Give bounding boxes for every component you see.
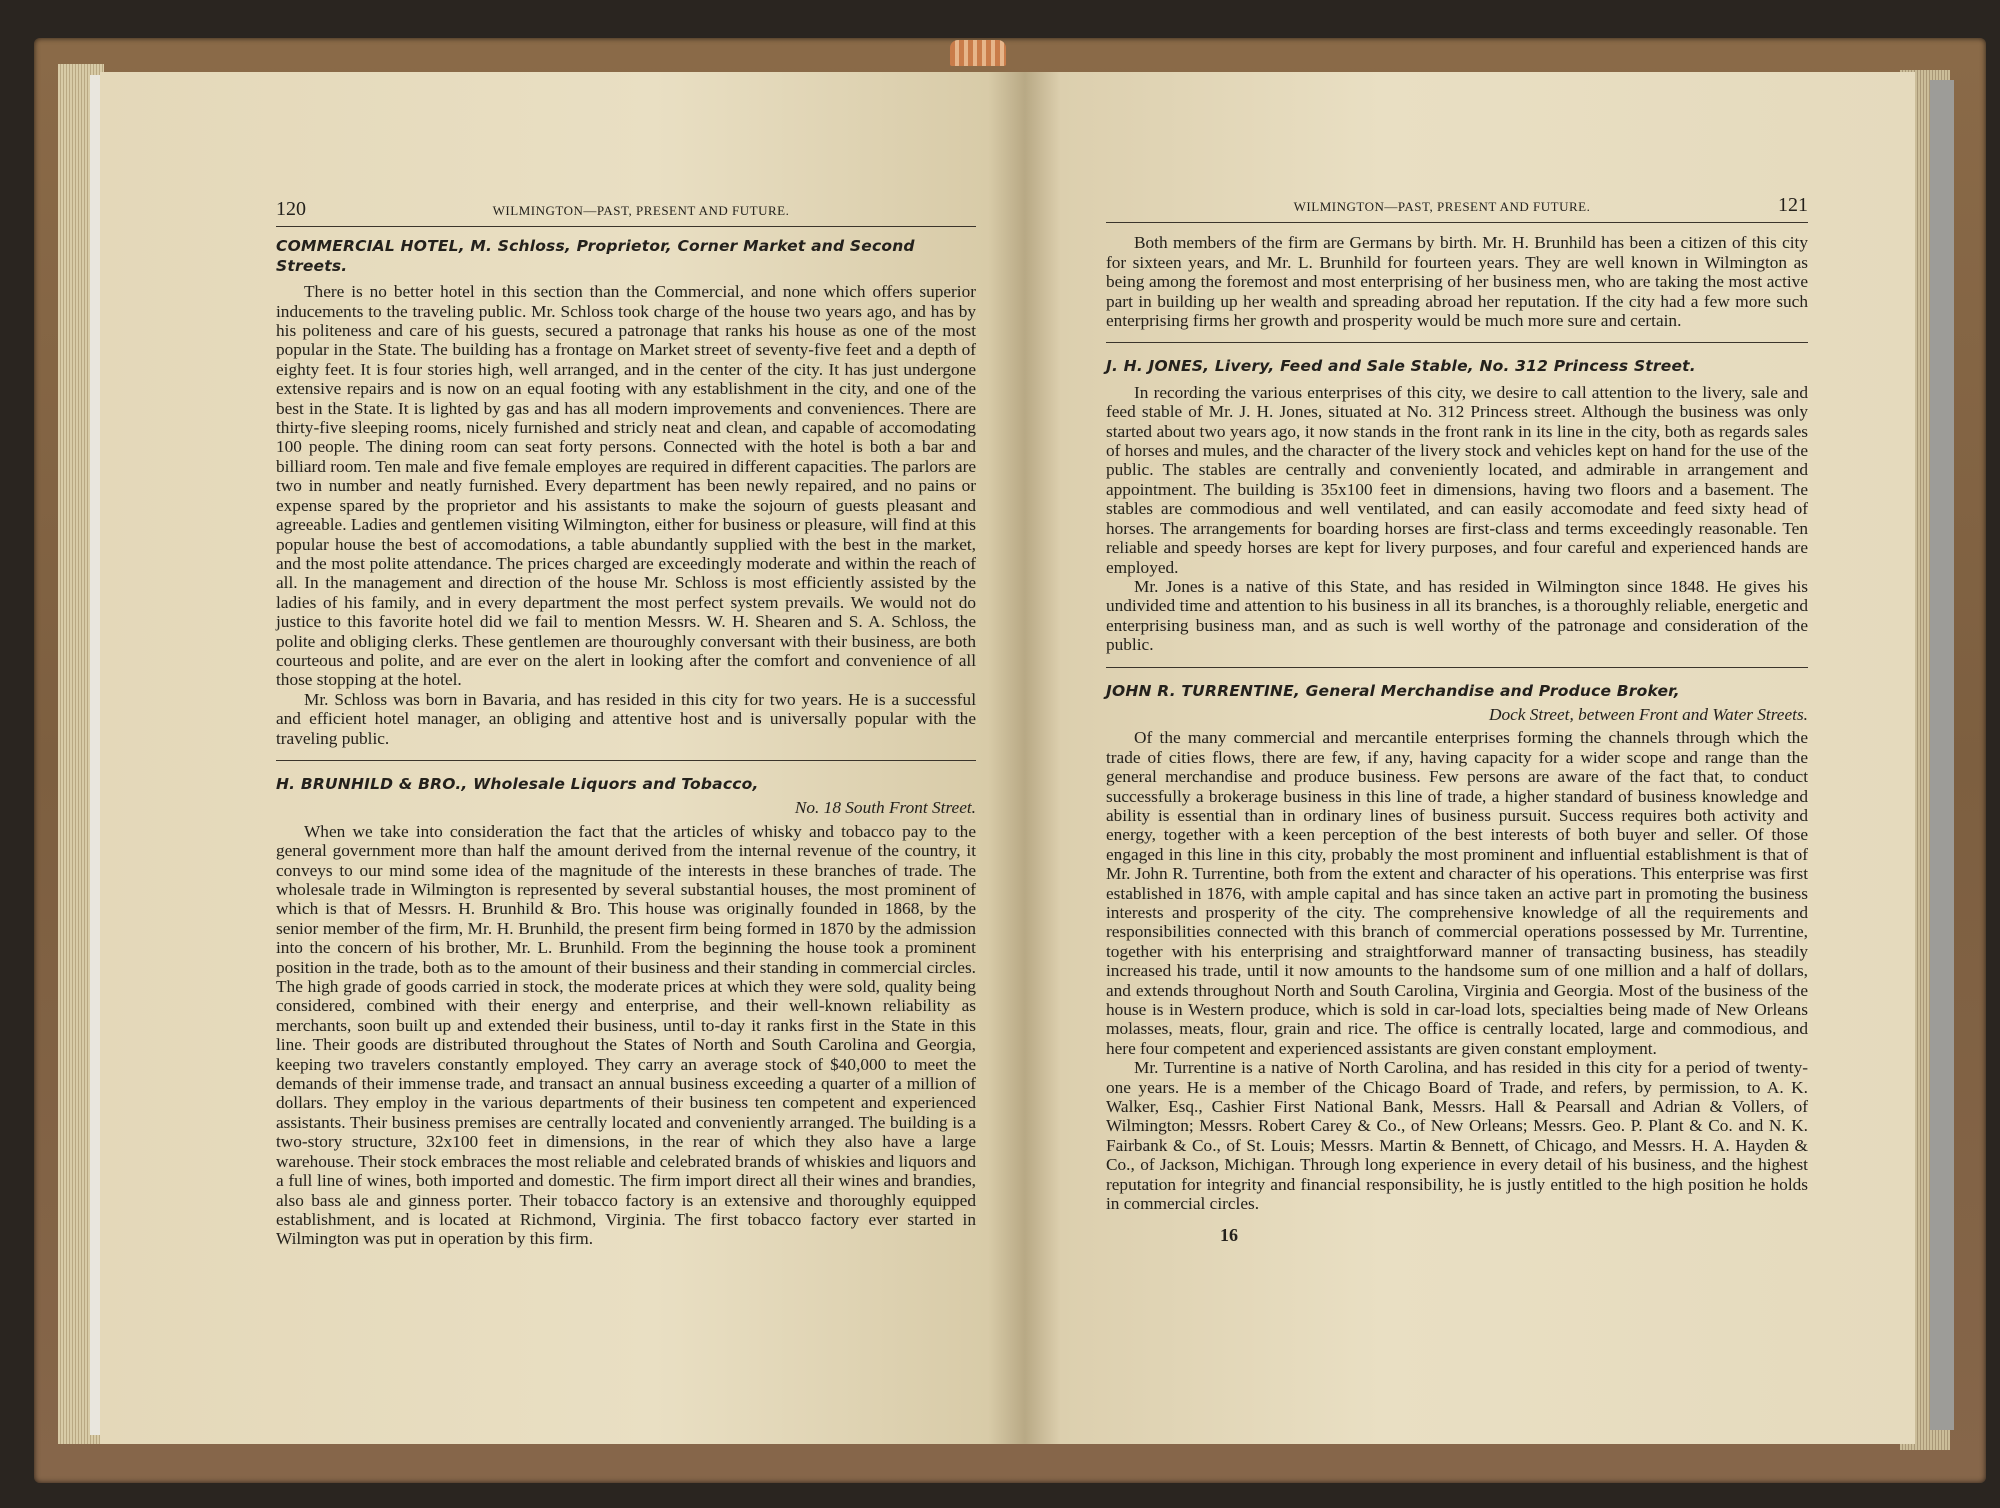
page-number: 120 — [276, 198, 306, 220]
section-divider — [1106, 667, 1808, 668]
article-address: No. 18 South Front Street. — [794, 798, 976, 818]
running-title: WILMINGTON—PAST, PRESENT AND FUTURE. — [492, 203, 790, 218]
page-number: 121 — [1778, 194, 1808, 216]
signature-mark: 16 — [1220, 1224, 1238, 1245]
right-page — [1025, 72, 1915, 1444]
right-page-content — [1106, 196, 1808, 1245]
article-heading-turrentine: JOHN R. TURRENTINE, General Merchandise and Produce Broker, — [1106, 681, 1680, 700]
article-paragraph: In recording the various enterprises of this city, we desire to call attention to the livery, sale and feed stable of Mr. J. H. Jones, situated at No. 312 Princess street. Although the business was only started about two years ago, it now stands in the front rank in its line in the city, both as regards sales of horses and mules, and the character of the livery stock and vehicles kept on hand for the use of the public. The stables are centrally and conveniently located, and admirable in arrangement and appointment. The building is 35x100 feet in dimensions, having two floors and a basement. The stables are commodious and well ventilated, and can easily accomodate and feed sixty head of horses. The arrangements for boarding horses are first-class and terms exceedingly reasonable. Ten reliable and speedy horses are kept for livery purposes, and four careful and experienced hands are employed. — [1106, 382, 1808, 577]
left-page — [100, 72, 1025, 1444]
article-heading-commercial-hotel: COMMERCIAL HOTEL, M. Schloss, Proprietor, Corner Market and Second Streets. — [276, 237, 915, 275]
article-heading-jones: J. H. JONES, Livery, Feed and Sale Stable, No. 312 Princess Street. — [1106, 357, 1696, 376]
article-paragraph: Of the many commercial and mercantile enterprises forming the channels through which the trade of cities flows, there are few, if any, having capacity for a wider scope and range than the general merchandise and produce business. Few persons are aware of the fact that, to conduct successfully a brokerage business in this line of trade, a higher standard of business knowledge and ability is essential than in ordinary lines of business pursuit. Success requires both activity and energy, together with a keen perception of the best interests of both buyer and seller. Of those engaged in this line in this city, probably the most prominent and influential establishment is that of Mr. John R. Turrentine, both from the extent and character of his operations. This enterprise was first established in 1876, with ample capital and has since taken an active part in promoting the business interests and prosperity of the city. The comprehensive knowledge of all the requirements and responsibilities connected with this branch of commercial operations possessed by Mr. Turrentine, together with his enterprising and straightforward manner of transacting business, has steadily increased his trade, until it now amounts to the handsome sum of one million and a half of dollars, and extends throughout North and South Carolina, Virginia and Georgia. Most of the business of the house is in Western produce, which is sold in car-load lots, specialties being made of New Orleans molasses, meats, flour, grain and rice. The office is centrally located, large and commodious, and here four competent and experienced assistants are given constant employment. — [1106, 728, 1808, 1058]
running-header — [1106, 196, 1808, 223]
spine-headband — [950, 40, 1006, 66]
running-header — [276, 200, 976, 227]
article-address: Dock Street, between Front and Water Streets. — [1489, 704, 1808, 724]
article-heading-brunhild: H. BRUNHILD & BRO., Wholesale Liquors and Tobacco, — [276, 774, 759, 793]
article-paragraph: When we take into consideration the fact that the articles of whisky and tobacco pay to the general government more than half the amount derived from the internal revenue of the country, it conveys to our mind some idea of the magnitude of the interests in these branches of trade. The wholesale trade in Wilmington is represented by several substantial houses, the most prominent of which is that of Messrs. H. Brunhild & Bro. This house was originally founded in 1868, by the senior member of the firm, Mr. H. Brunhild, the present firm being formed in 1870 by the admission into the concern of his brother, Mr. L. Brunhild. From the beginning the house took a prominent position in the trade, both as to the amount of their business and their standing in commercial circles. The high grade of goods carried in stock, the moderate prices at which they were sold, quality being considered, combined with their energy and enterprise, and their well-known reliability as merchants, soon built up and extended their business, until to-day it ranks first in the State in this line. Their goods are distributed throughout the States of North and South Carolina and Georgia, keeping two travelers constantly employed. They carry an average stock of $40,000 to meet the demands of their immense trade, and transact an annual business exceeding a quarter of a million of dollars. They employ in the various departments of their business ten competent and experienced assistants. Their business premises are centrally located and conveniently arranged. The building is a two-story structure, 32x100 feet in dimensions, in the rear of which they also have a large warehouse. Their stock embraces the most reliable and celebrated brands of whiskies and liquors and a full line of wines, both imported and domestic. The firm import direct all their wines and brandies, also bass ale and ginness porter. Their tobacco factory is an extensive and thoroughly equipped establishment, and is located at Richmond, Virginia. The first tobacco factory ever started in Wilmington was put in operation by this firm. — [276, 821, 976, 1249]
section-divider — [1106, 342, 1808, 343]
article-paragraph: Mr. Jones is a native of this State, and has resided in Wilmington since 1848. He gives his undivided time and attention to his business in all its branches, is a thoroughly reliable, energetic and enterprising business man, and as such is well worthy of the patronage and consideration of the public. — [1106, 576, 1808, 655]
article-paragraph: There is no better hotel in this section than the Commercial, and none which offers superior inducements to the traveling public. Mr. Schloss took charge of the house two years ago, and has by his politeness and care of his guests, secured a patronage that ranks his house as one of the most popular in the State. The building has a frontage on Market street of seventy-five feet and a depth of eighty feet. It is four stories high, well arranged, and in the center of the city. It has just undergone extensive repairs and is now on an equal footing with any establishment in the city, and one of the best in the State. It is lighted by gas and has all modern improvements and conveniences. There are thirty-five sleeping rooms, nicely furnished and stricly neat and clean, and capable of accomodating 100 people. The dining room can seat forty persons. Connected with the hotel is both a bar and billiard room. Ten male and five female employes are required in different capacities. The parlors are two in number and neatly furnished. Every department has been newly repaired, and no pains or expense spared by the proprietor and his assistants to make the sojourn of guests pleasant and agreeable. Ladies and gentlemen visiting Wilmington, either for business or pleasure, will find at this popular house the best of accomodations, a table abundantly supplied with the best in the market, and the most polite attendance. The prices charged are exceedingly moderate and within the reach of all. In the management and direction of the house Mr. Schloss is most efficiently assisted by the ladies of his family, and in every department the most perfect system prevails. We would not do justice to this favorite hotel did we fail to mention Messrs. W. H. Shearen and S. A. Schloss, the polite and obliging clerks. These gentlemen are thouroughly conversant with their business, are both courteous and polite, and are ever on the alert in looking after the comfort and convenience of all those stopping at the hotel. — [276, 282, 976, 690]
left-page-content — [276, 200, 976, 1249]
right-flyleaf — [1930, 80, 1954, 1430]
article-paragraph: Both members of the firm are Germans by birth. Mr. H. Brunhild has been a citizen of this city for sixteen years, and Mr. L. Brunhild for fourteen years. They are well known in Wilmington as being among the foremost and most enterprising of her business men, who are taking the most active part in building up her wealth and spreading abroad her reputation. If the city had a few more such enterprising firms her growth and prosperity would be much more sure and certain. — [1106, 233, 1808, 331]
article-paragraph: Mr. Turrentine is a native of North Carolina, and has resided in this city for a period of twenty-one years. He is a member of the Chicago Board of Trade, and refers, by permission, to A. K. Walker, Esq., Cashier First National Bank, Messrs. Hall & Pearsall and Adrian & Vollers, of Wilmington; Messrs. Robert Carey & Co., of New Orleans; Messrs. Geo. P. Plant & Co. and N. K. Fairbank & Co., of St. Louis; Messrs. Martin & Bennett, of Chicago, and Messrs. H. A. Hayden & Co., of Jackson, Michigan. Through long experience in every detail of his business, and the highest reputation for integrity and financial responsibility, he is justly entitled to the high position he holds in commercial circles. — [1106, 1058, 1808, 1214]
running-title: WILMINGTON—PAST, PRESENT AND FUTURE. — [1293, 199, 1591, 214]
article-paragraph: Mr. Schloss was born in Bavaria, and has resided in this city for two years. He is a successful and efficient hotel manager, an obliging and attentive host and is universally popular with the traveling public. — [276, 689, 976, 748]
section-divider — [276, 760, 976, 761]
